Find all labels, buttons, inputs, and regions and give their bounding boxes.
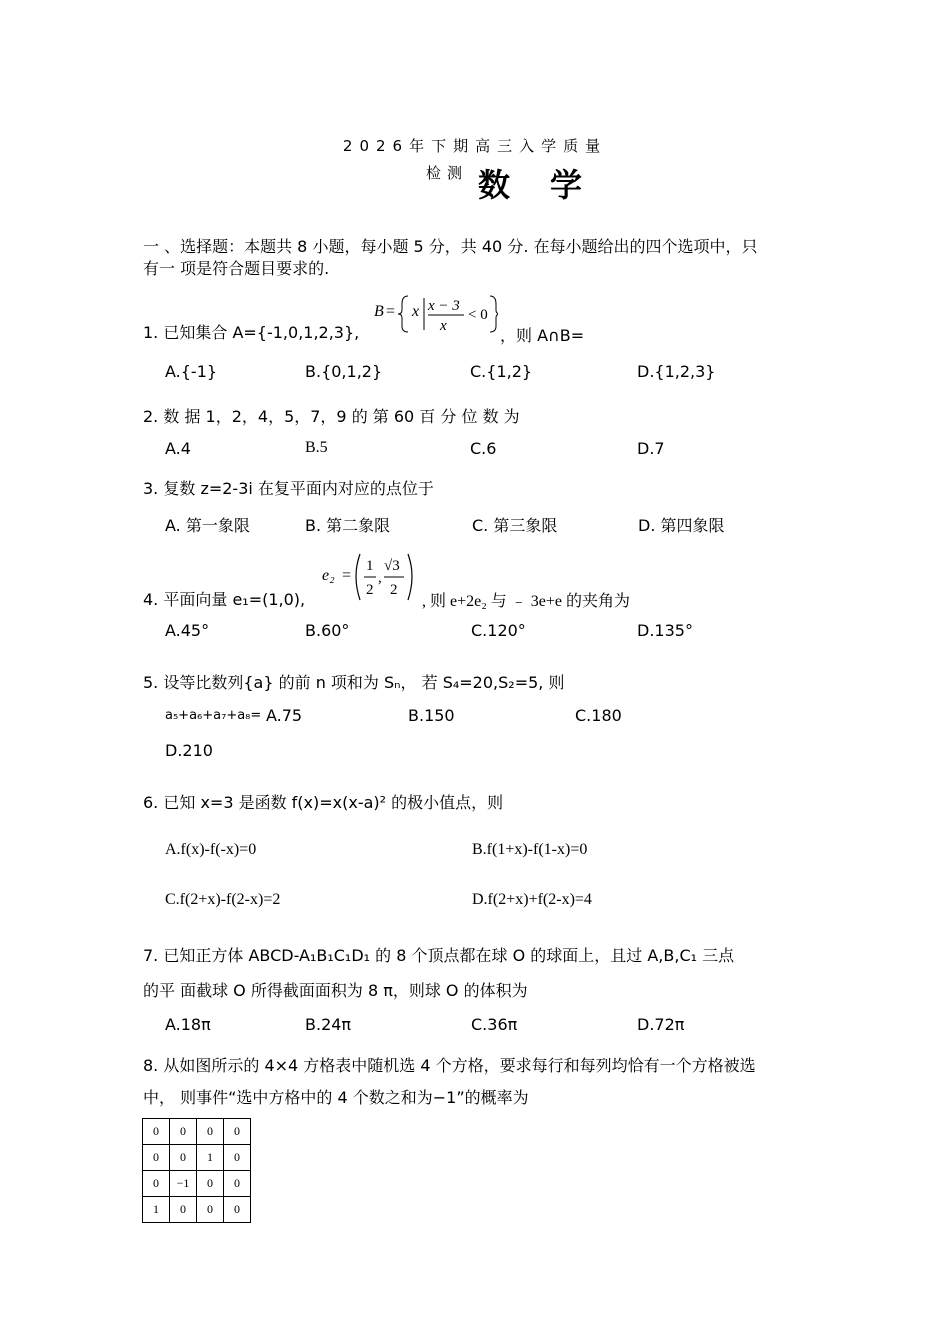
section-heading-line2: 有一 项是符合题目要求的. <box>143 259 330 278</box>
question-5-option-a[interactable]: A.75 <box>266 706 303 725</box>
grid-cell: 0 <box>170 1145 197 1171</box>
question-1-option-d[interactable]: D.{1,2,3} <box>637 362 716 381</box>
question-5-option-b[interactable]: B.150 <box>408 706 455 725</box>
formula-var: x <box>412 303 420 320</box>
svg-text:=: = <box>342 567 352 584</box>
question-7-stem-line2: 的平 面截球 O 所得截面面积为 8 π，则球 O 的体积为 <box>143 981 528 1000</box>
formula-numerator: x − 3 <box>428 298 460 314</box>
exam-title-line1: 2026年下期高三入学质量 <box>342 137 608 155</box>
formula-vector-name: e₂ <box>322 567 335 584</box>
question-2-option-a[interactable]: A.4 <box>165 439 191 458</box>
grid-cell: 1 <box>143 1197 170 1223</box>
formula-denominator: x <box>440 318 447 334</box>
formula-y-num: √3 <box>384 558 400 574</box>
svg-text:,: , <box>378 570 382 586</box>
grid-row <box>143 1145 251 1171</box>
question-1-stem-after: ，则 A∩B= <box>500 326 585 345</box>
question-7-option-c[interactable]: C.36π <box>471 1015 518 1034</box>
formula-y-den: 2 <box>390 582 398 598</box>
question-4-stem: 4. 平面向量 e₁=(1,0), <box>143 590 306 609</box>
grid-row <box>143 1197 251 1223</box>
question-3-option-d[interactable]: D. 第四象限 <box>638 516 725 535</box>
question-3-option-a[interactable]: A. 第一象限 <box>165 516 250 535</box>
section-heading-line1: 一 、选择题：本题共 8 小题，每小题 5 分，共 40 分. 在每小题给出的四个选项中，只 <box>143 237 758 256</box>
formula-x-den: 2 <box>366 582 374 598</box>
question-7-option-d[interactable]: D.72π <box>637 1015 685 1034</box>
question-7-option-a[interactable]: A.18π <box>165 1015 211 1034</box>
question-6-option-b[interactable]: B.f(1+x)-f(1-x)=0 <box>472 841 588 858</box>
grid-cell: 0 <box>143 1119 170 1145</box>
grid-cell: 0 <box>143 1145 170 1171</box>
grid-row <box>143 1119 251 1145</box>
grid-cell: 0 <box>197 1197 224 1223</box>
exam-title-line2: 检测 <box>426 164 469 182</box>
question-7-option-b[interactable]: B.24π <box>305 1015 352 1034</box>
formula-x-num: 1 <box>366 558 374 574</box>
grid-cell: 0 <box>170 1197 197 1223</box>
question-1-stem: 1. 已知集合 A={-1,0,1,2,3}, <box>143 323 360 342</box>
question-2-stem: 2. 数 据 1，2，4，5，7，9 的 第 60 百 分 位 数 为 <box>143 407 520 426</box>
formula-set-name: B <box>374 303 384 320</box>
question-8-stem-line2: 中， 则事件“选中方格中的 4 个数之和为−1”的概率为 <box>143 1088 529 1107</box>
grid-cell: 0 <box>224 1197 251 1223</box>
question-6-stem: 6. 已知 x=3 是函数 f(x)=x(x-a)² 的极小值点，则 <box>143 793 504 812</box>
grid-cell: 0 <box>224 1171 251 1197</box>
grid-cell: 0 <box>197 1119 224 1145</box>
question-2-option-d[interactable]: D.7 <box>637 439 665 458</box>
formula-relation: < 0 <box>468 307 488 323</box>
grid-cell: 0 <box>143 1171 170 1197</box>
svg-text:=: = <box>386 303 396 320</box>
exam-subject: 数学 <box>478 166 623 204</box>
grid-cell: 0 <box>224 1119 251 1145</box>
grid-cell: −1 <box>170 1171 197 1197</box>
grid-cell: 0 <box>170 1119 197 1145</box>
question-6-option-c[interactable]: C.f(2+x)-f(2-x)=2 <box>165 891 281 908</box>
question-7-stem-line1: 7. 已知正方体 ABCD-A₁B₁C₁D₁ 的 8 个顶点都在球 O 的球面上，且过 A,B,C₁ 三点 <box>143 946 735 965</box>
grid-row <box>143 1171 251 1197</box>
question-6-option-a[interactable]: A.f(x)-f(-x)=0 <box>165 841 257 858</box>
question-3-option-b[interactable]: B. 第二象限 <box>305 516 391 535</box>
question-1-option-b[interactable]: B.{0,1,2} <box>305 362 383 381</box>
question-4-option-b[interactable]: B.60° <box>305 621 350 640</box>
question-2-option-b[interactable]: B.5 <box>305 439 328 456</box>
question-5-sum-expression: a₅+a₆+a₇+a₈= <box>165 708 262 723</box>
question-2-option-c[interactable]: C.6 <box>470 439 497 458</box>
question-5-option-d[interactable]: D.210 <box>165 741 213 760</box>
question-3-stem: 3. 复数 z=2-3i 在复平面内对应的点位于 <box>143 479 434 498</box>
question-5-stem: 5. 设等比数列{a} 的前 n 项和为 Sₙ， 若 S₄=20,S₂=5, 则 <box>143 673 565 692</box>
question-4-vector-formula <box>320 550 424 606</box>
question-4-stem-after: , 则 e+2e₂ 与 ﹣ 3e+e 的夹角为 <box>422 593 631 610</box>
number-grid-4x4 <box>142 1118 251 1223</box>
grid-cell: 1 <box>197 1145 224 1171</box>
question-1-option-a[interactable]: A.{-1} <box>165 362 218 381</box>
question-8-stem-line1: 8. 从如图所示的 4×4 方格表中随机选 4 个方格，要求每行和每列均恰有一个方格被选 <box>143 1056 756 1075</box>
grid-cell: 0 <box>224 1145 251 1171</box>
question-1-option-c[interactable]: C.{1,2} <box>470 362 533 381</box>
question-6-option-d[interactable]: D.f(2+x)+f(2-x)=4 <box>472 891 592 908</box>
question-5-option-c[interactable]: C.180 <box>575 706 622 725</box>
question-3-option-c[interactable]: C. 第三象限 <box>472 516 558 535</box>
grid-cell: 0 <box>197 1171 224 1197</box>
question-4-option-d[interactable]: D.135° <box>637 621 693 640</box>
question-4-option-a[interactable]: A.45° <box>165 621 210 640</box>
question-1-set-formula <box>372 290 498 338</box>
question-4-option-c[interactable]: C.120° <box>471 621 526 640</box>
